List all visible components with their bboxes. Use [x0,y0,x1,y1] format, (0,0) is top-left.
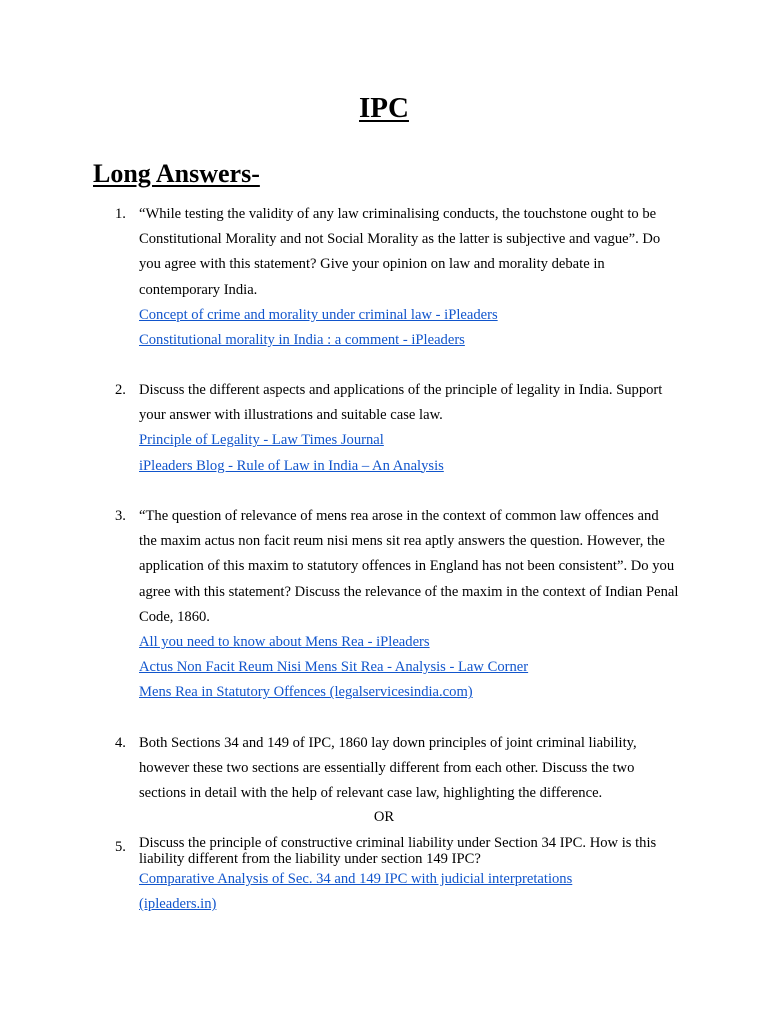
question-number: 4. [115,735,126,751]
page-title-text: IPC [359,92,409,124]
or-separator: OR [373,809,395,825]
question-item [115,202,679,353]
question-number: 3. [115,508,126,524]
question-text: “The question of relevance of mens rea arose in the context of common law offences and the maxim actus non facit reum nisi mens sit rea aptly answers the question. However, the application of this maxim to statutory offences in England has not been consistent”. Do you agree with this statement? Discuss the relevance of the maxim in the context of Indian Penal Code, 1860. [139,508,679,625]
reference-link[interactable]: (ipleaders.in) [139,896,217,913]
reference-link[interactable]: Principle of Legality - Law Times Journal [139,432,384,449]
page-title [0,88,768,128]
question-item [115,504,679,706]
question-text: “While testing the validity of any law criminalising conducts, the touchstone ought to be Constitutional Morality and not Social Morality as the latter is subjective and vague”. Do you agree with this statement? Give your opinion on law and morality debate in contemporary India. [139,206,661,298]
section-heading: Long Answers- [93,159,260,188]
reference-link[interactable]: Actus Non Facit Reum Nisi Mens Sit Rea - Analysis - Law Corner [139,659,529,676]
question-text: Discuss the different aspects and applications of the principle of legality in India. Support your answer with illustrations and suitable case law. [139,382,663,424]
reference-link[interactable]: Constitutional morality in India : a comment - iPleaders [139,332,465,349]
question-text: Discuss the principle of constructive criminal liability under Section 34 IPC. How is this liability different from the liability under section 149 IPC? [139,835,657,867]
reference-link[interactable]: All you need to know about Mens Rea - iPleaders [139,634,430,651]
question-item [115,835,679,917]
question-item [115,731,679,807]
question-item [115,378,679,479]
reference-link[interactable]: Concept of crime and morality under criminal law - iPleaders [139,306,498,323]
question-number: 2. [115,382,126,398]
reference-link[interactable]: iPleaders Blog - Rule of Law in India – An Analysis [139,457,444,474]
question-text: Both Sections 34 and 149 of IPC, 1860 lay down principles of joint criminal liability, however these two sections are essentially different from each other. Discuss the two sections in detail with the help of relevant case law, highlighting the difference. [139,735,637,802]
reference-link[interactable]: Comparative Analysis of Sec. 34 and 149 IPC with judicial interpretations [139,871,573,887]
question-number: 5. [115,839,126,855]
question-number: 1. [115,206,126,222]
reference-link[interactable]: Mens Rea in Statutory Offences (legalservicesindia.com) [139,684,473,701]
